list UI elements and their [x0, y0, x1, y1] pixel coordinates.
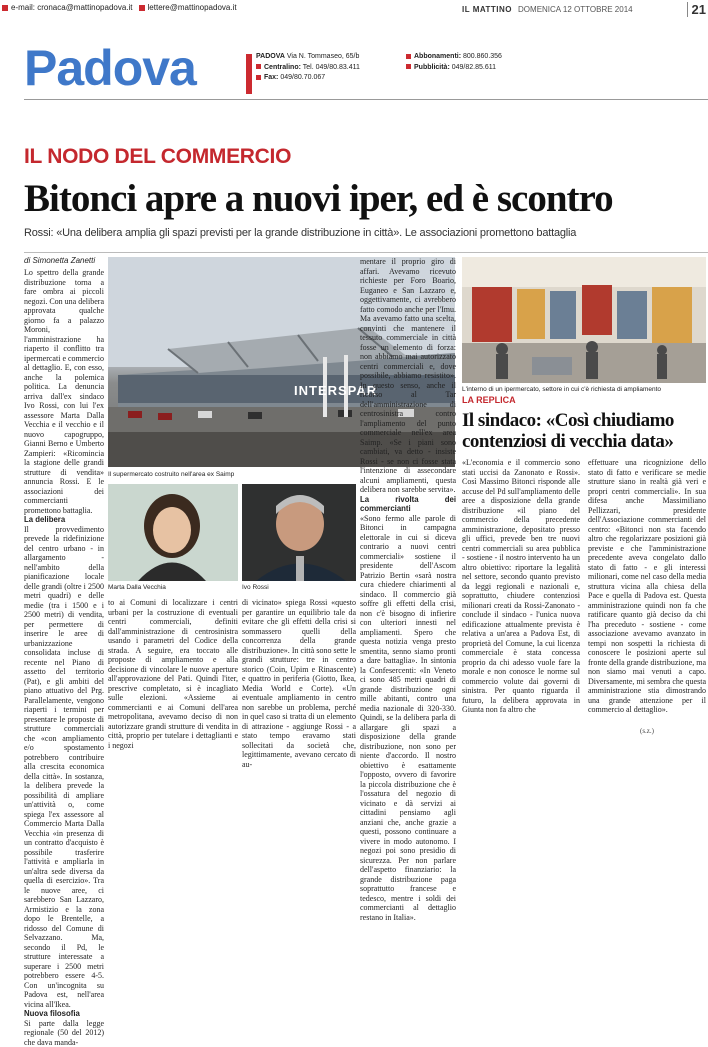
paragraph: Si parte dalla legge regionale (50 del 2012) che dava manda-	[24, 1019, 104, 1047]
hypermarket-interior-photo	[462, 257, 706, 383]
section-title: IL NODO DEL COMMERCIO	[24, 145, 291, 169]
article-column-4	[360, 257, 456, 737]
paragraph: «Sono fermo alle parole di Bitonci in campagna elettorale in cui si diceva contrario a nuovi centri commerciali» sostiene il presidente dell'Ascom Patrizio Bertin «sarà nostra cura chiedere chiarimenti al sindaco. Il commercio già soffre gli effetti della crisi, non c'è bisogno di infierire con ulteriori innesti nel ampliamenti. Spero che questa notizia venga presto smentita, senno siamo pronti a dare battaglia». In sintonia la Confesercenti: «In Veneto ci sono 485 metri quadri di grande distribuzione ogni mille abitanti, contro una media nazionale di 320-330. Quindi, se la delibera parla di allargare gli spazi a disposizione della grande distribuzione, non sono per niente d'accordo. Il nostro obiettivo è esattamente l'opposto, ovvero di favorire la piccola distribuzione che è l'ossatura del negozio di vicinato e dà servizi ai cittadini pensiamo agli anziani che, anche grazie a questi, possono continuare a vivere in modo autonomo. I negozi poi sono presidio di sicurezza. Per non parlare dell'aspetto finanziario: la grande distribuzione paga soprattutto francese e tedesco, mentre i soldi dei commercianti al dettaglio restano in Italia».	[360, 514, 456, 923]
paragraph: mentare il proprio giro di affari. Avevamo ricevuto richieste per Foro Boario, Euganeo e San Lazzaro e, oggettivamente, ci avrebbero fatto comodo anche per l'Imu. Ma avevamo fatto una scelta, convinti che mantenere il tessuto commerciale in città fosse un elemento di forza: non abbiamo mai autorizzato centri commerciali e, dove possibile, abbiamo resistito». In questo senso, anche il ricorso al Tar dell'amministrazione di centrosinistra contro l'ampliamento del punto commerciale nell'ex area Saimp. «Se i piani sono cambiati, va detto - insiste Rossi - se non ci fosse stata l'intenzione di assecondare alcuni ampliamenti, questa delibera non sarebbe servita».	[360, 257, 456, 495]
paragraph: to ai Comuni di localizzare i centri urbani per la costruzione di eventuali centri commerciali, definiti dall'amministrazione di centrosinistra usando i parametri del Codice della strada. A seguire, era toccato alle proposte di ampliamento e alla decisione di vincolare le nuove aperture all'approvazione del Pati. Quindi l'iter, prescrive completato, si è incagliato sulle elezioni. «Assieme ai commercianti e ai Comuni dell'area metropolitana, avevamo deciso di non autorizzare grandi strutture di vendita in città, proprio per tutelare i dettaglianti e i negozi	[108, 598, 238, 750]
portrait-rossi	[242, 484, 356, 581]
portrait-woman-illustration	[108, 484, 238, 581]
sidebar-kicker: LA REPLICA	[462, 395, 516, 405]
contact-emails	[2, 3, 237, 12]
page-header	[462, 2, 706, 17]
hypermarket-illustration	[462, 257, 706, 383]
sidebar-headline: Il sindaco: «Così chiudiamo contenziosi di vecchia data»	[462, 410, 706, 452]
article-column-2	[108, 598, 238, 737]
issue-date: DOMENICA 12 OTTOBRE 2014	[518, 5, 633, 14]
square-bullet-icon	[256, 75, 261, 80]
email-cronaca[interactable]: e-mail: cronaca@mattinopadova.it	[2, 3, 133, 12]
city-title: Padova	[24, 40, 196, 96]
square-bullet-icon	[406, 64, 411, 69]
right-photo-caption: L'interno di un ipermercato, settore in cui c'è richiesta di ampliamento	[462, 386, 661, 394]
portrait-dalla-vecchia	[108, 484, 238, 581]
sidebar-column-2	[588, 458, 706, 726]
masthead-contacts-right: Abbonamenti: 800.860.356 Pubblicità: 049/82.85.611	[406, 52, 502, 73]
subhead: La rivolta dei commercianti	[360, 495, 456, 514]
subhead: Nuova filosofia	[24, 1009, 104, 1019]
sidebar-column-1	[462, 458, 580, 737]
portrait-man-illustration	[242, 484, 356, 581]
deck-rule	[24, 252, 708, 253]
masthead-rule	[24, 99, 708, 100]
paragraph: Il provvedimento prevede la ridefinizione del centro urbano - in allargamento - nell'ambito della pianificazione locale delle grandi (oltre i 2500 metri quadri) e delle medie (tra i 1500 e i 2500 metri) di vendita, per permettere di inserire le aree di urbanizzazione consolidata incluse di recente nel Piano di assetto del territorio (Pat), e gli ambiti del piano attuativo del Prg. Parallelamente, vengono riaperti i termini per presentare le proposte di strutture commerciali che «con ampliamento e/o spostamento potrebbero contribuire alla crescita economica della città». In sostanza, la delibera prevede la possibilità di ampliare un'attività o, come spiega l'ex assessore al Commercio Marta Dalla Vecchia «in presenza di un contratto d'acquisto è possibile trasferire l'attività e ampliarla in un'altra sede diversa da quella di esercizio». Tra le nuove aree, ci sarebbero San Lazzaro, Armistizio e la zona dopo le Brentelle, a ridosso del Comune di Selvazzano. Ma, secondo il Pd, le strutture interessate a superare i 2500 metri potrebbero essere 4-5. Con un'incognita su Padova est, nell'area vicina all'Ikea.	[24, 525, 104, 1010]
paragraph: Lo spettro della grande distribuzione torna a fare ombra ai piccoli negozi. Con una delibera approvata qualche giorno fa a palazzo Moroni, l'amministrazione ha riaperto il conflitto tra ipermercati e commercio al dettaglio. E, con esso, anche la polemica politica. La denuncia arriva dall'ex sindaco Ivo Rossi, con lui l'ex assessore Marta Dalla Vecchia e il vecchio e il nuovo capogruppo, Gianni Berno e Umberto Zampieri: «Ricomincia la stagione delle grandi strutture di vendita» annuncia Rossi. E le associazioni dei commercianti promettono battaglia.	[24, 268, 104, 515]
square-bullet-icon	[256, 64, 261, 69]
paragraph: effettuare una ricognizione dello stato di fatto e verificare se medie strutture siano in realtà già veri e propri centri commerciali». In sua difesa anche Massimiliano Pellizzari, presidente dell'Associazione commercianti del centro: «Bitonci non sta facendo altro che regolarizzare posizioni già previste e che l'amministrazione precedente aveva congelato dallo stato di fatto - e gli interessi milionari, come nel caso della media struttura vicina alla chiesa della Pace e quella di Padova est. Questa amministrazione quindi non fa che ratificare quanto già deciso da chi l'ha preceduto - sostiene - come associazione avevamo avanzato in tempi non sospetti la richiesta di conoscere le posizioni aperte sul fronte della grande distribuzione, ma non siamo mai venuti a capo. Diversamente, mi sembra che questa amministrazione stia dimostrando una grande attenzione per il commercio al dettaglio».	[588, 458, 706, 715]
paragraph: «L'economia e il commercio sono stati uccisi da Zanonato e Rossi». Così Massimo Bitonci risponde alle accuse del Pd sull'ampliamento delle aree a disposizione della grande distribuzione «il piano del commercio della precedente amministrazione, depositato presso gli uffici, prevede ben tre nuovi centri commerciali su area pubblica - sostiene - il nostro intervento ha un altro obiettivo: riportare la legalità nel settore, secondo quanto previsto da leggi regionali e nazionali e, soprattutto, chiudere contenziosi milionari creati da Rossi-Zanonato - conclude il sindaco - l'unica nuova edificazione attualmente prevista è relativa a un'area a Padova Est, di proprietà del Comune, la cui licenza commerciale è stata concessa proprio da chi adesso vuole fare la morale e non conosce le norme sul commercio volute dai governi di sinistra. Per quanto riguarda il futuro, la delibera approvata in Giunta non fa altro che	[462, 458, 580, 715]
page-number: 21	[687, 2, 706, 17]
email-icon	[139, 5, 145, 11]
email-icon	[2, 5, 8, 11]
byline: di Simonetta Zanetti	[24, 256, 95, 265]
article-column-3	[242, 598, 356, 737]
portrait1-caption: Marta Dalla Vecchia	[108, 584, 166, 592]
article-column-1	[24, 268, 104, 737]
main-photo-caption: Il supermercato costruito nell'area ex Saimp	[108, 471, 234, 479]
masthead	[0, 36, 708, 96]
subhead: La delibera	[24, 515, 104, 525]
top-bar	[0, 0, 708, 38]
portrait2-caption: Ivo Rossi	[242, 584, 269, 592]
square-bullet-icon	[406, 54, 411, 59]
article-deck: Rossi: «Una delibera amplia gli spazi previsti per la grande distribuzione in città». Le associazioni promettono battaglia	[24, 226, 708, 240]
masthead-contacts-left: PADOVA Via N. Tommaseo, 65/b Centralino: Tel. 049/80.83.411 Fax: 049/80.70.067	[256, 52, 360, 84]
signature: (s.z.)	[640, 727, 654, 735]
newspaper-name: IL MATTINO	[462, 5, 512, 14]
store-sign: INTERSPAR	[294, 383, 377, 398]
article-headline: Bitonci apre a nuovi iper, ed è scontro	[24, 178, 708, 220]
masthead-divider	[246, 54, 252, 94]
email-lettere[interactable]: lettere@mattinopadova.it	[139, 3, 237, 12]
paragraph: di vicinato» spiega Rossi «questo per garantire un equilibrio tale da evitare che gli effetti della crisi si sommassero quelli della concorrenza della grande distribuzione». In città sono sette le grandi strutture: tre in centro storico (Coin, Upim e Rinascente) e quattro in periferia (Giotto, Ikea, Media World e Corte). «Un eventuale ampliamento in centro non sarebbe un problema, perché in quel caso si tratta di un elemento di attrazione - aggiunge Rossi - a stato tempo eravamo stati sollecitati da società che, legittimamente, avevano cercato di au-	[242, 598, 356, 769]
